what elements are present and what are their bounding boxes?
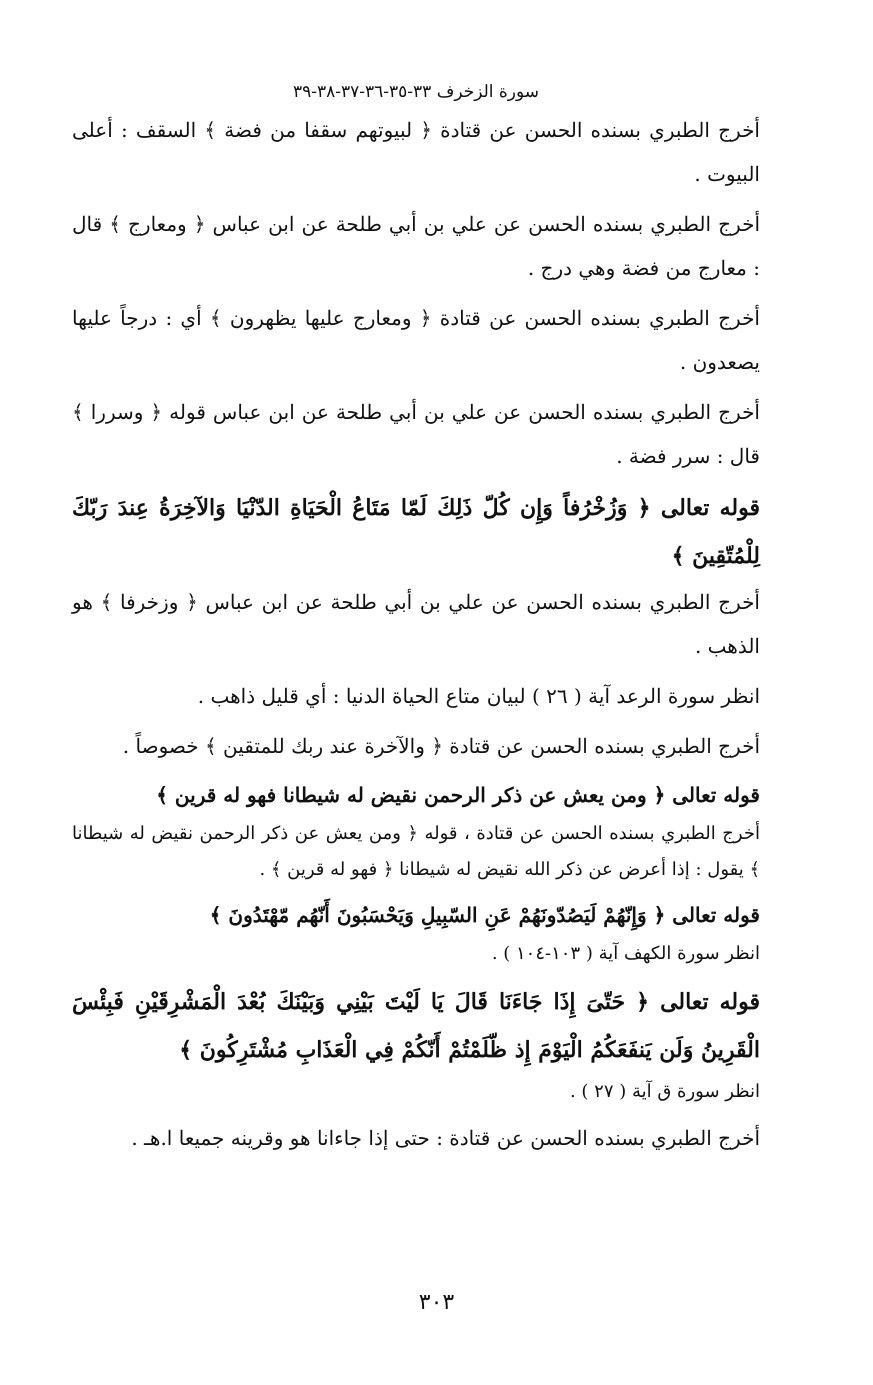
paragraph: أخرج الطبري بسنده الحسن عن قتادة ، قوله ﴿ ومن يعش عن ذكر الرحمن نقيض له شيطانا ﴾ يقول : إذا أعرض عن ذكر الله نقيض له شيطانا ﴿ فهو له قرين ﴾ .	[72, 823, 760, 880]
paragraph: أخرج الطبري بسنده الحسن عن علي بن أبي طلحة عن ابن عباس قوله ﴿ وسررا ﴾ قال : سرر فضة .	[72, 400, 760, 468]
verse-heading: قوله تعالى ﴿ ومن يعش عن ذكر الرحمن نقيض له شيطانا فهو له قرين ﴾	[156, 783, 760, 807]
paragraph: أخرج الطبري بسنده الحسن عن قتادة ﴿ والآخرة عند ربك للمتقين ﴾ خصوصاً .	[122, 734, 760, 758]
paragraph: انظر سورة الرعد آية ( ٢٦ ) لبيان متاع الحياة الدنيا : أي قليل ذاهب .	[197, 684, 760, 708]
running-header: سورة الزخرف ٣٣-٣٥-٣٦-٣٧-٣٨-٣٩	[292, 82, 540, 102]
verse-heading: قوله تعالى ﴿ وَزُخْرُفاً وَإِن كُلّ ذَلِكَ لَمّا مَتَاعُ الْحَيَاةِ الدّنْيَا وَالآخِرَةُ عِندَ رَبّكَ لِلْمُتّقِينَ ﴾	[72, 495, 760, 569]
paragraph: أخرج الطبري بسنده الحسن عن قتادة : حتى إذا جاءانا هو وقرينه جميعا ا.هـ .	[131, 1126, 760, 1150]
page-number: ٣٠٣	[418, 1290, 455, 1315]
paragraph: انظر سورة ق آية ( ٢٧ ) .	[569, 1081, 760, 1102]
paragraph: انظر سورة الكهف آية ( ١٠٣-١٠٤ ) .	[491, 943, 760, 964]
paragraph: أخرج الطبري بسنده الحسن عن علي بن أبي طلحة عن ابن عباس ﴿ وزخرفا ﴾ هو الذهب .	[72, 590, 760, 658]
paragraph: أخرج الطبري بسنده الحسن عن قتادة ﴿ لبيوتهم سقفا من فضة ﴾ السقف : أعلى البيوت .	[72, 118, 760, 186]
paragraph: أخرج الطبري بسنده الحسن عن علي بن أبي طلحة عن ابن عباس ﴿ ومعارج ﴾ قال : معارج من فضة وهي درج .	[72, 212, 760, 280]
paragraph: أخرج الطبري بسنده الحسن عن قتادة ﴿ ومعارج عليها يظهرون ﴾ أي : درجاً عليها يصعدون .	[72, 306, 760, 374]
page-body	[72, 80, 760, 1320]
verse-heading: قوله تعالى ﴿ وَإِنّهُمْ لَيَصُدّونَهُمْ عَنِ السّبِيلِ وَيَحْسَبُونَ أَنّهُم مّهْتَدُونَ ﴾	[209, 903, 760, 927]
verse-heading: قوله تعالى ﴿ حَتّىَ إِذَا جَاءَنَا قَالَ يَا لَيْتَ بَيْنِي وَبَيْنَكَ بُعْدَ الْمَشْرِقَيْنِ فَبِئْسَ الْقَرِينُ وَلَن يَنفَعَكُمُ الْيَوْمَ إِذ ظّلَمْتُمْ أَنّكُمْ فِي الْعَذَابِ مُشْتَرِكُونَ ﴾	[72, 989, 760, 1063]
